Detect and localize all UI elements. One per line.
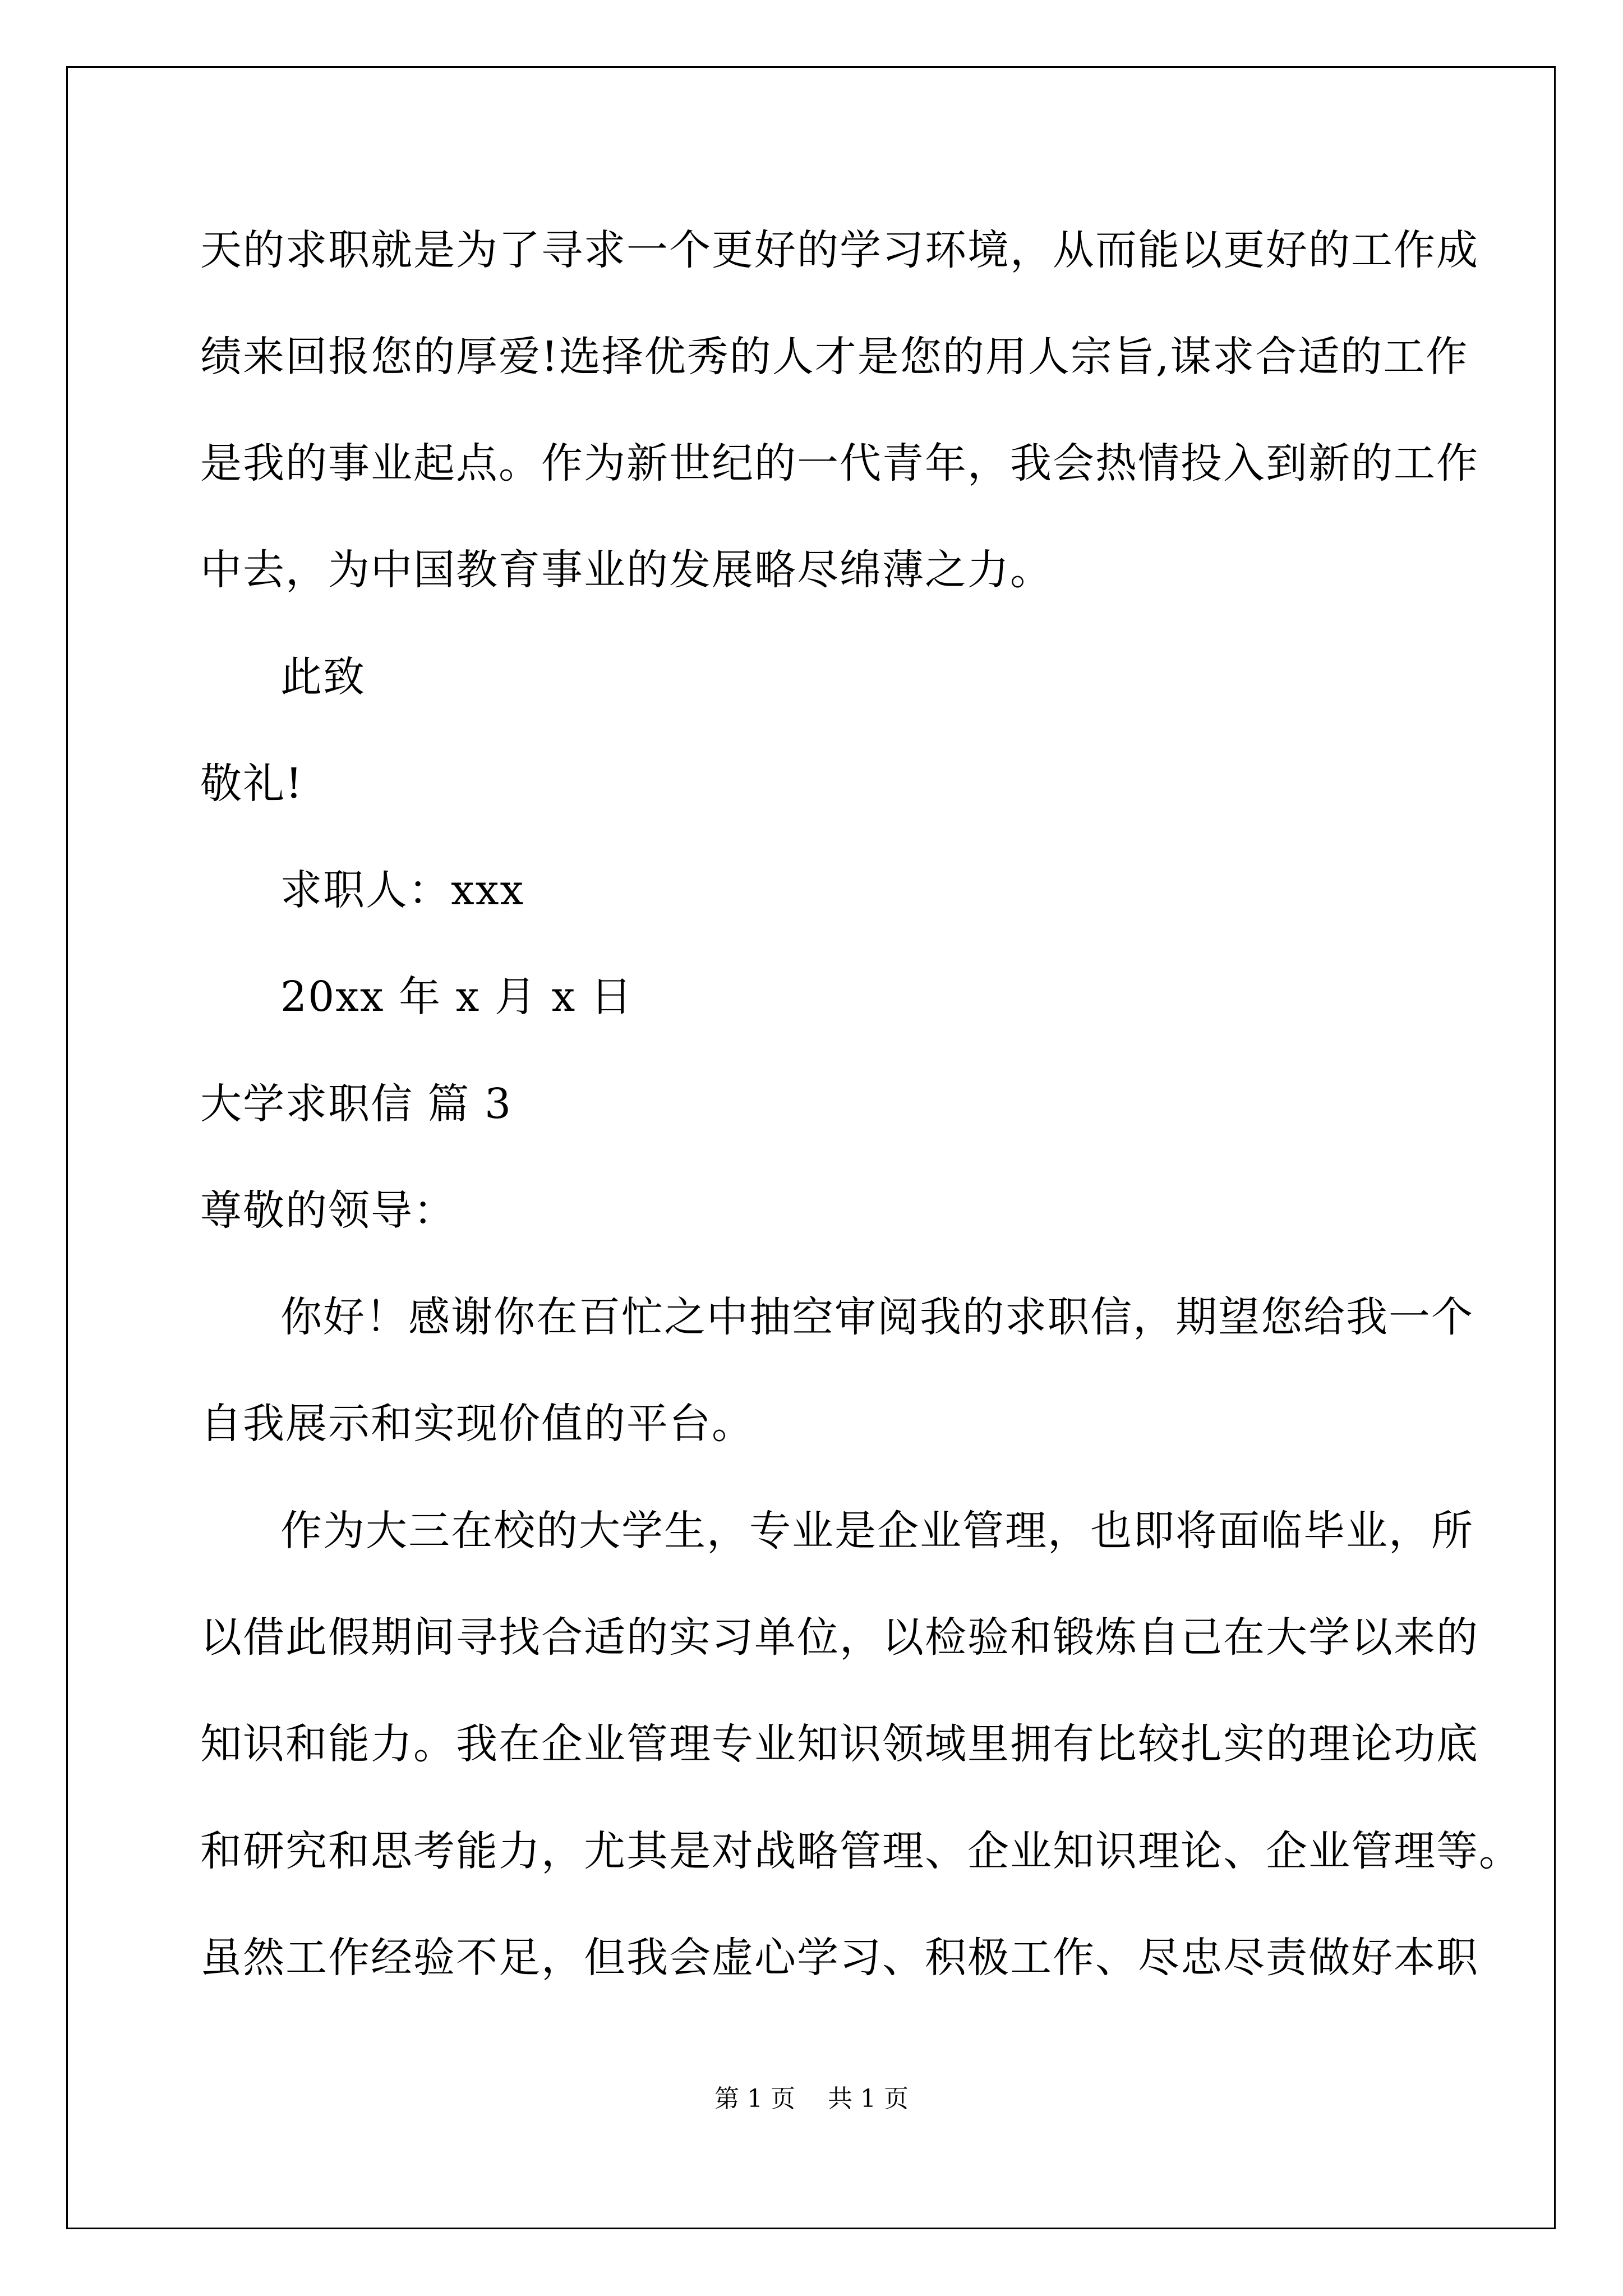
body-line: 是我的事业起点。作为新世纪的一代青年，我会热情投入到新的工作 xyxy=(200,439,1479,487)
body-line: 知识和能力。我在企业管理专业知识领域里拥有比较扎实的理论功底 xyxy=(200,1720,1479,1768)
greeting: 尊敬的领导： xyxy=(200,1186,456,1235)
closing-regards: 敬礼! xyxy=(200,760,303,808)
body-line: 自我展示和实现价值的平台。 xyxy=(200,1400,754,1448)
body-line: 虽然工作经验不足，但我会虚心学习、积极工作、尽忠尽责做好本职 xyxy=(200,1934,1479,1982)
total-pages: 共 1 页 xyxy=(828,2085,909,2113)
page-footer xyxy=(0,2082,1623,2116)
body-line: 以借此假期间寻找合适的实习单位，以检验和锻炼自己在大学以来的 xyxy=(200,1613,1479,1662)
signature-date: 20xx 年 x 月 x 日 xyxy=(280,973,633,1021)
signature-name: 求职人：xxx xyxy=(280,866,525,914)
page-number: 第 1 页 xyxy=(714,2085,795,2113)
body-line: 天的求职就是为了寻求一个更好的学习环境，从而能以更好的工作成 xyxy=(200,226,1479,274)
section-heading: 大学求职信 篇 3 xyxy=(200,1080,513,1128)
body-line: 你好！感谢你在百忙之中抽空审阅我的求职信，期望您给我一个 xyxy=(280,1293,1474,1341)
body-line: 作为大三在校的大学生，专业是企业管理，也即将面临毕业，所 xyxy=(280,1507,1474,1555)
body-line: 绩来回报您的厚爱!选择优秀的人才是您的用人宗旨,谋求合适的工作 xyxy=(200,333,1469,381)
body-line: 和研究和思考能力，尤其是对战略管理、企业知识理论、企业管理等。 xyxy=(200,1827,1521,1875)
body-line: 中去，为中国教育事业的发展略尽绵薄之力。 xyxy=(200,546,1053,594)
closing-salutation: 此致 xyxy=(280,653,366,701)
page-border xyxy=(66,66,1556,2229)
